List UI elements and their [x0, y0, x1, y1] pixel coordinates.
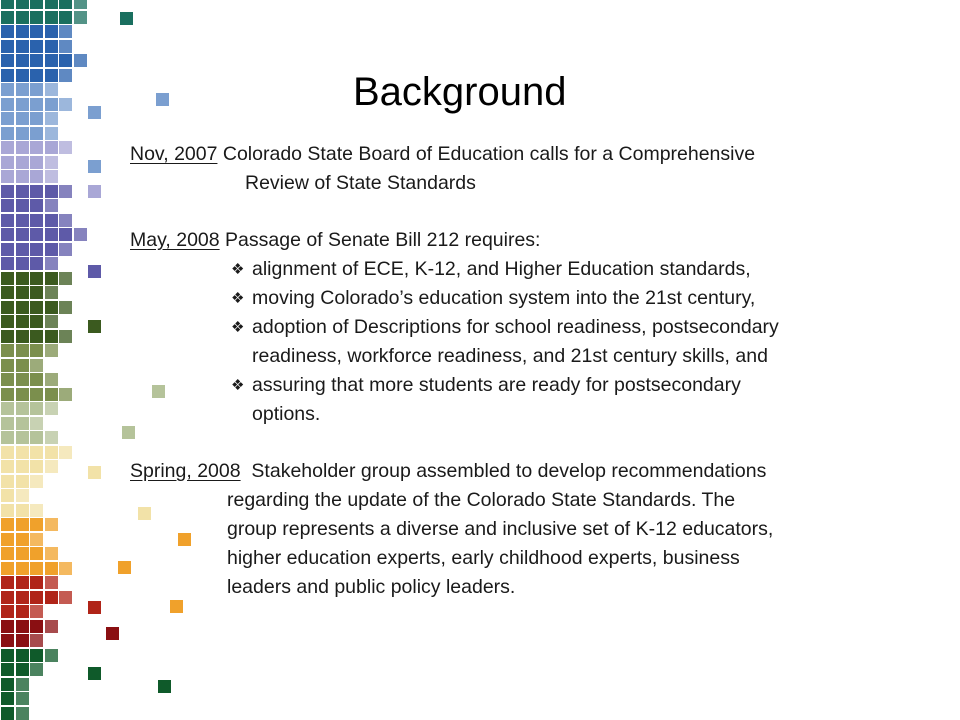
mosaic-tile [30, 344, 43, 357]
mosaic-tile [16, 605, 29, 618]
mosaic-tile [30, 504, 43, 517]
mosaic-tile [45, 0, 58, 9]
mosaic-tile [45, 431, 58, 444]
mosaic-tile [30, 663, 43, 676]
entry-nov-date: Nov, 2007 [130, 143, 218, 165]
mosaic-tile [1, 315, 14, 328]
mosaic-tile [30, 54, 43, 67]
mosaic-tile [30, 0, 43, 9]
mosaic-tile [16, 141, 29, 154]
mosaic-tile [16, 518, 29, 531]
mosaic-tile [16, 83, 29, 96]
mosaic-tile [16, 40, 29, 53]
mosaic-tile [16, 504, 29, 517]
mosaic-tile [30, 98, 43, 111]
entry-nov-line2: Review of State Standards [245, 172, 476, 194]
mosaic-tile [1, 489, 14, 502]
mosaic-tile [88, 160, 101, 173]
mosaic-tile [1, 301, 14, 314]
mosaic-tile [1, 431, 14, 444]
mosaic-tile [88, 466, 101, 479]
mosaic-tile [1, 141, 14, 154]
mosaic-tile [1, 533, 14, 546]
mosaic-tile [88, 265, 101, 278]
mosaic-tile [45, 25, 58, 38]
mosaic-tile [30, 562, 43, 575]
mosaic-tile [30, 40, 43, 53]
mosaic-tile [106, 627, 119, 640]
entry-nov-line1 [130, 140, 930, 169]
mosaic-tile [88, 185, 101, 198]
mosaic-tile [1, 199, 14, 212]
mosaic-tile [45, 576, 58, 589]
mosaic-tile [59, 214, 72, 227]
list-item: ❖ moving Colorado’s education system into the 21st century, [130, 284, 930, 313]
mosaic-tile [16, 69, 29, 82]
mosaic-tile [1, 272, 14, 285]
mosaic-tile [16, 315, 29, 328]
mosaic-tile [30, 460, 43, 473]
mosaic-tile [16, 460, 29, 473]
mosaic-tile [45, 98, 58, 111]
mosaic-tile [30, 533, 43, 546]
mosaic-tile [30, 605, 43, 618]
mosaic-tile [16, 199, 29, 212]
mosaic-tile [45, 257, 58, 270]
mosaic-tile [59, 562, 72, 575]
mosaic-tile [1, 475, 14, 488]
mosaic-tile [30, 417, 43, 430]
mosaic-tile [30, 243, 43, 256]
mosaic-tile [45, 199, 58, 212]
mosaic-tile [16, 547, 29, 560]
mosaic-tile [1, 504, 14, 517]
mosaic-tile [16, 330, 29, 343]
mosaic-tile [1, 678, 14, 691]
mosaic-tile [59, 54, 72, 67]
mosaic-tile [1, 634, 14, 647]
mosaic-tile [16, 185, 29, 198]
mosaic-tile [45, 286, 58, 299]
mosaic-tile [16, 417, 29, 430]
mosaic-tile [1, 11, 14, 24]
mosaic-tile [16, 388, 29, 401]
mosaic-tile [16, 692, 29, 705]
entry-spring-line1 [130, 457, 930, 486]
mosaic-tile [16, 272, 29, 285]
mosaic-tile [45, 344, 58, 357]
mosaic-tile [30, 25, 43, 38]
mosaic-tile [45, 315, 58, 328]
mosaic-tile [30, 315, 43, 328]
mosaic-tile [30, 141, 43, 154]
mosaic-tile [1, 460, 14, 473]
mosaic-tile [30, 185, 43, 198]
mosaic-tile [1, 0, 14, 9]
mosaic-tile [16, 54, 29, 67]
mosaic-tile [16, 576, 29, 589]
diamond-bullet-icon: ❖ [231, 319, 245, 336]
entry-spring-date: Spring, 2008 [130, 460, 241, 482]
mosaic-tile [59, 330, 72, 343]
mosaic-tile [45, 620, 58, 633]
mosaic-tile [1, 98, 14, 111]
mosaic-tile [1, 388, 14, 401]
mosaic-tile [30, 83, 43, 96]
mosaic-tile [1, 127, 14, 140]
mosaic-tile [74, 0, 87, 9]
mosaic-tile [74, 228, 87, 241]
mosaic-tile [59, 141, 72, 154]
mosaic-tile [45, 141, 58, 154]
mosaic-tile [1, 214, 14, 227]
mosaic-tile [30, 634, 43, 647]
mosaic-tile [1, 344, 14, 357]
mosaic-tile [1, 605, 14, 618]
mosaic-tile [1, 562, 14, 575]
mosaic-tile [74, 54, 87, 67]
mosaic-tile [30, 388, 43, 401]
mosaic-tile [45, 402, 58, 415]
mosaic-tile [45, 112, 58, 125]
mosaic-tile [30, 199, 43, 212]
mosaic-tile [30, 170, 43, 183]
mosaic-tile [30, 547, 43, 560]
mosaic-tile [45, 373, 58, 386]
entry-spring-line5: leaders and public policy leaders. [227, 576, 516, 598]
mosaic-tile [30, 257, 43, 270]
mosaic-tile [16, 127, 29, 140]
mosaic-tile [45, 460, 58, 473]
mosaic-tile [45, 301, 58, 314]
mosaic-tile [45, 83, 58, 96]
mosaic-tile [30, 214, 43, 227]
mosaic-tile [1, 518, 14, 531]
mosaic-tile [1, 243, 14, 256]
mosaic-tile [59, 446, 72, 459]
mosaic-tile [45, 446, 58, 459]
mosaic-tile [30, 649, 43, 662]
entry-may-text: Passage of Senate Bill 212 requires: [219, 229, 541, 251]
mosaic-tile [1, 591, 14, 604]
mosaic-tile [1, 69, 14, 82]
mosaic-tile [30, 402, 43, 415]
list-item: ❖ assuring that more students are ready for postsecondary options. [130, 371, 930, 429]
mosaic-tile [30, 286, 43, 299]
mosaic-tile [1, 54, 14, 67]
mosaic-tile [1, 83, 14, 96]
mosaic-tile [45, 591, 58, 604]
entry-nov-text: Colorado State Board of Education calls for a Comprehensive [217, 143, 756, 165]
mosaic-tile [1, 649, 14, 662]
mosaic-tile [1, 185, 14, 198]
mosaic-tile [1, 257, 14, 270]
mosaic-tile [88, 667, 101, 680]
mosaic-tile [1, 576, 14, 589]
mosaic-tile [16, 591, 29, 604]
mosaic-tile [16, 707, 29, 720]
mosaic-tile [16, 359, 29, 372]
mosaic-tile [30, 330, 43, 343]
mosaic-tile [16, 562, 29, 575]
mosaic-tile [45, 518, 58, 531]
mosaic-tile [16, 475, 29, 488]
mosaic-tile [16, 402, 29, 415]
mosaic-tile [1, 228, 14, 241]
mosaic-tile [45, 156, 58, 169]
mosaic-tile [1, 692, 14, 705]
mosaic-tile [30, 518, 43, 531]
mosaic-tile [45, 562, 58, 575]
mosaic-tile [16, 663, 29, 676]
mosaic-tile [16, 0, 29, 9]
mosaic-tile [59, 11, 72, 24]
mosaic-tile [1, 330, 14, 343]
mosaic-tile [1, 170, 14, 183]
mosaic-tile [16, 620, 29, 633]
mosaic-tile [16, 156, 29, 169]
mosaic-tile [45, 330, 58, 343]
mosaic-tile [30, 272, 43, 285]
mosaic-tile [45, 547, 58, 560]
mosaic-tile [74, 11, 87, 24]
diamond-bullet-icon: ❖ [231, 261, 245, 278]
entry-spring-line2: regarding the update of the Colorado State Standards. The [227, 489, 736, 511]
mosaic-tile [16, 373, 29, 386]
entry-may-date: May, 2008 [130, 229, 220, 251]
mosaic-tile [45, 127, 58, 140]
mosaic-tile [1, 620, 14, 633]
mosaic-tile [1, 417, 14, 430]
mosaic-tile [1, 112, 14, 125]
mosaic-tile [1, 359, 14, 372]
mosaic-tile [16, 446, 29, 459]
page-title: Background [353, 70, 567, 114]
mosaic-tile [45, 214, 58, 227]
mosaic-tile [59, 243, 72, 256]
diamond-bullet-icon: ❖ [231, 377, 245, 394]
may-bullet-list [130, 255, 930, 429]
mosaic-tile [30, 591, 43, 604]
mosaic-tile [88, 320, 101, 333]
mosaic-tile [45, 649, 58, 662]
mosaic-tile [59, 388, 72, 401]
mosaic-tile [1, 547, 14, 560]
list-item: ❖ adoption of Descriptions for school readiness, postsecondary readiness, workforce readiness, and 21st century skills, and [130, 313, 930, 371]
mosaic-tile [59, 228, 72, 241]
mosaic-tile [158, 680, 171, 693]
mosaic-tile [30, 620, 43, 633]
mosaic-tile [1, 373, 14, 386]
mosaic-tile [1, 663, 14, 676]
mosaic-tile [16, 431, 29, 444]
mosaic-tile [45, 185, 58, 198]
mosaic-tile [59, 185, 72, 198]
mosaic-tile [30, 576, 43, 589]
mosaic-tile [45, 228, 58, 241]
mosaic-tile [1, 286, 14, 299]
mosaic-tile [16, 112, 29, 125]
mosaic-tile [16, 286, 29, 299]
mosaic-tile [88, 106, 101, 119]
mosaic-tile [1, 25, 14, 38]
mosaic-tile [30, 127, 43, 140]
mosaic-tile [59, 25, 72, 38]
mosaic-tile [59, 301, 72, 314]
mosaic-tile [30, 359, 43, 372]
mosaic-tile [16, 649, 29, 662]
mosaic-tile [88, 601, 101, 614]
entry-spring-text: Stakeholder group assembled to develop recommendations [240, 460, 767, 482]
mosaic-tile [16, 634, 29, 647]
mosaic-tile [45, 272, 58, 285]
mosaic-tile [16, 301, 29, 314]
mosaic-tile [16, 25, 29, 38]
mosaic-tile [30, 475, 43, 488]
mosaic-tile [16, 11, 29, 24]
mosaic-tile [120, 12, 133, 25]
entry-spring-line4: higher education experts, early childhood experts, business [227, 547, 740, 569]
mosaic-tile [59, 0, 72, 9]
mosaic-tile [45, 388, 58, 401]
mosaic-tile [1, 446, 14, 459]
mosaic-tile [30, 228, 43, 241]
mosaic-tile [59, 591, 72, 604]
mosaic-tile [45, 11, 58, 24]
mosaic-tile [16, 243, 29, 256]
mosaic-tile [16, 257, 29, 270]
mosaic-tile [16, 678, 29, 691]
diamond-bullet-icon: ❖ [231, 290, 245, 307]
mosaic-tile [45, 170, 58, 183]
mosaic-tile [1, 40, 14, 53]
mosaic-tile [30, 156, 43, 169]
mosaic-tile [16, 228, 29, 241]
mosaic-tile [1, 402, 14, 415]
mosaic-tile [30, 431, 43, 444]
mosaic-tile [1, 707, 14, 720]
mosaic-tile [16, 533, 29, 546]
mosaic-tile [45, 54, 58, 67]
entry-may-line1 [130, 226, 930, 255]
mosaic-tile [30, 11, 43, 24]
entry-spring-line3: group represents a diverse and inclusive set of K-12 educators, [227, 518, 774, 540]
mosaic-tile [16, 489, 29, 502]
mosaic-tile [30, 69, 43, 82]
mosaic-tile [30, 373, 43, 386]
list-item: ❖ alignment of ECE, K-12, and Higher Education standards, [130, 255, 930, 284]
mosaic-tile [59, 40, 72, 53]
mosaic-tile [16, 170, 29, 183]
mosaic-tile [30, 446, 43, 459]
mosaic-tile [30, 112, 43, 125]
mosaic-tile [16, 98, 29, 111]
mosaic-tile [1, 156, 14, 169]
content-body [130, 140, 930, 602]
mosaic-tile [156, 93, 169, 106]
mosaic-tile [16, 344, 29, 357]
mosaic-tile [45, 40, 58, 53]
mosaic-tile [59, 69, 72, 82]
mosaic-tile [30, 301, 43, 314]
mosaic-tile [45, 243, 58, 256]
mosaic-tile [16, 214, 29, 227]
mosaic-tile [59, 98, 72, 111]
mosaic-tile [59, 272, 72, 285]
mosaic-tile [45, 69, 58, 82]
